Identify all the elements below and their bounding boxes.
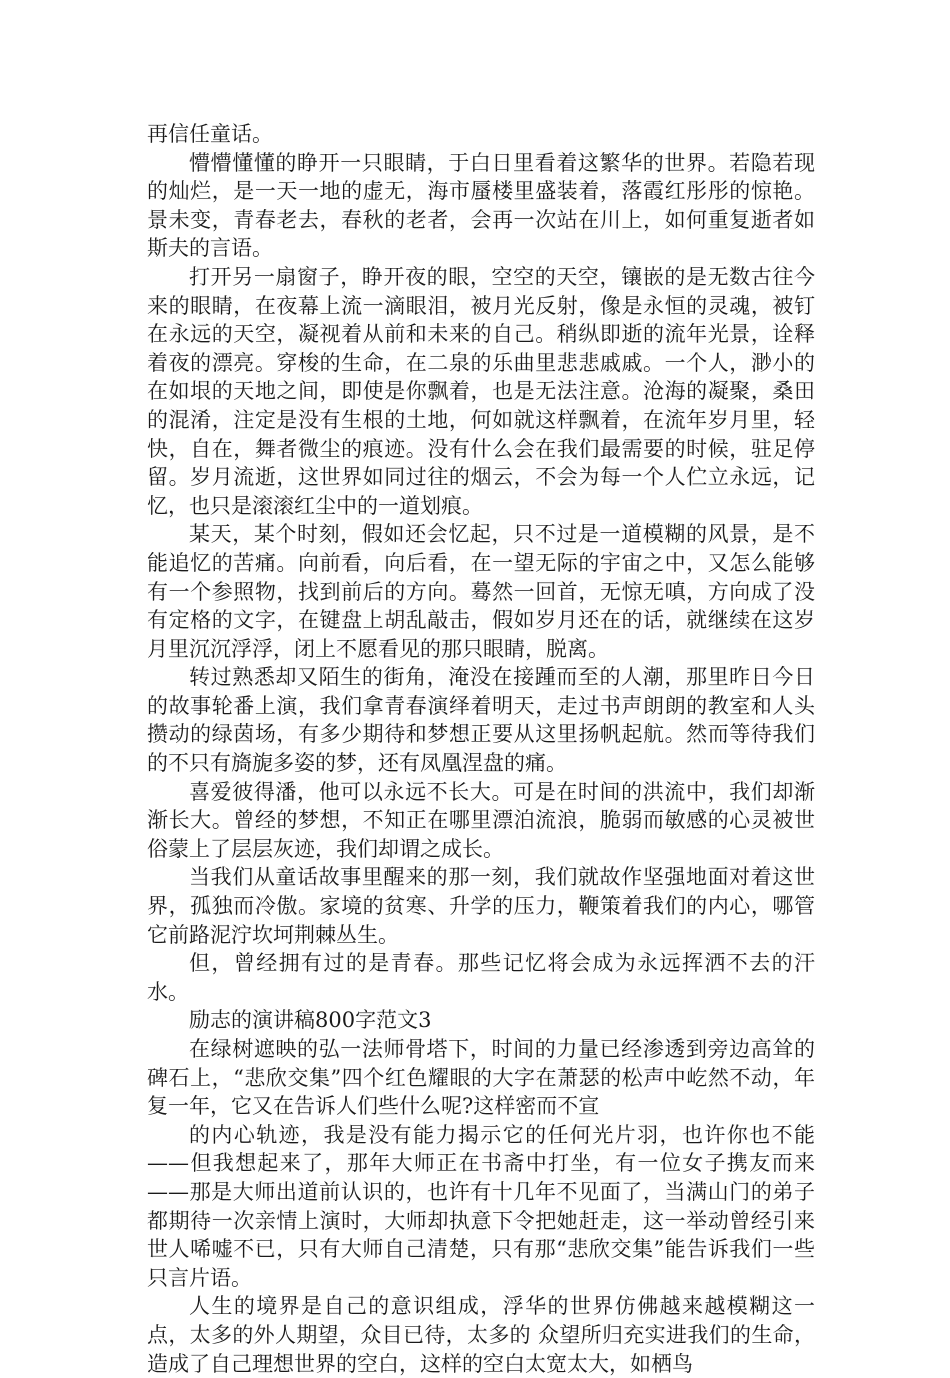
paragraph: 某天，某个时刻，假如还会忆起，只不过是一道模糊的风景，是不能追忆的苦痛。向前看，向后看，在一望无际的宇宙之中，又怎么能够有一个参照物，找到前后的方向。蓦然一回首，无惊无嗔，方向成了没有定格的文字，在键盘上胡乱敲击，假如岁月还在的话，就继续在这岁月里沉沉浮浮，闭上不愿看见的那只眼睛，脱离。 (147, 522, 815, 661)
paragraph: 在绿树遮映的弘一法师骨塔下，时间的力量已经渗透到旁边高耸的碑石上，“悲欣交集”四个红色耀眼的大字在萧瑟的松声中屹然不动，年复一年，它又在告诉人们些什么呢?这样密而不宣 (147, 1037, 815, 1119)
paragraph: 人生的境界是自己的意识组成，浮华的世界仿佛越来越模糊这一点，太多的外人期望，众目已待，太多的 众望所归充实进我们的生命，造成了自己理想世界的空白，这样的空白太宽太大，如栖鸟 (147, 1294, 815, 1376)
section-heading: 励志的演讲稿800字范文3 (189, 1008, 432, 1033)
paragraph: 再信任童话。 (147, 122, 273, 146)
paragraph: 但，曾经拥有过的是青春。那些记忆将会成为永远挥洒不去的汗水。 (147, 951, 815, 1004)
paragraph: 喜爱彼得潘，他可以永远不长大。可是在时间的洪流中，我们却渐渐长大。曾经的梦想，不知正在哪里漂泊流浪，脆弱而敏感的心灵被世俗蒙上了层层灰迹，我们却谓之成长。 (147, 779, 815, 861)
document-body (147, 120, 815, 1378)
paragraph: 的内心轨迹，我是没有能力揭示它的任何光片羽，也许你也不能——但我想起来了，那年大师正在书斋中打坐，有一位女子携友而来——那是大师出道前认识的，也许有十几年不见面了，当满山门的弟子都期待一次亲情上演时，大师却执意下令把她赶走，这一举动曾经引来世人唏嘘不已，只有大师自己清楚，只有那“悲欣交集”能告诉我们一些只言片语。 (147, 1122, 815, 1290)
paragraph: 打开另一扇窗子，睁开夜的眼，空空的天空，镶嵌的是无数古往今来的眼睛，在夜幕上流一滴眼泪，被月光反射，像是永恒的灵魂，被钉在永远的天空，凝视着从前和未来的自己。稍纵即逝的流年光景，诠释着夜的漂亮。穿梭的生命，在二泉的乐曲里悲悲戚戚。一个人，渺小的在如垠的天地之间，即使是你飘着，也是无法注意。沧海的凝聚，桑田的混淆，注定是没有生根的土地，何如就这样飘着，在流年岁月里，轻快，自在，舞者微尘的痕迹。没有什么会在我们最需要的时候，驻足停留。岁月流逝，这世界如同过往的烟云，不会为每一个人伫立永远，记忆，也只是滚滚红尘中的一道划痕。 (147, 264, 815, 518)
paragraph: 懵懵懂懂的睁开一只眼睛，于白日里看着这繁华的世界。若隐若现的灿烂，是一天一地的虚无，海市蜃楼里盛装着，落霞红彤彤的惊艳。景未变，青春老去，春秋的老者，会再一次站在川上，如何重复逝者如斯夫的言语。 (147, 150, 815, 261)
paragraph: 当我们从童话故事里醒来的那一刻，我们就故作坚强地面对着这世界，孤独而冷傲。家境的贫寒、升学的压力，鞭策着我们的内心，哪管它前路泥泞坎坷荆棘丛生。 (147, 865, 815, 947)
paragraph: 转过熟悉却又陌生的街角，淹没在接踵而至的人潮，那里昨日今日的故事轮番上演，我们拿青春演绎着明天，走过书声朗朗的教室和人头攒动的绿茵场，有多少期待和梦想正要从这里扬帆起航。然而等待我们的不只有旖旎多姿的梦，还有凤凰涅盘的痛。 (147, 665, 815, 776)
